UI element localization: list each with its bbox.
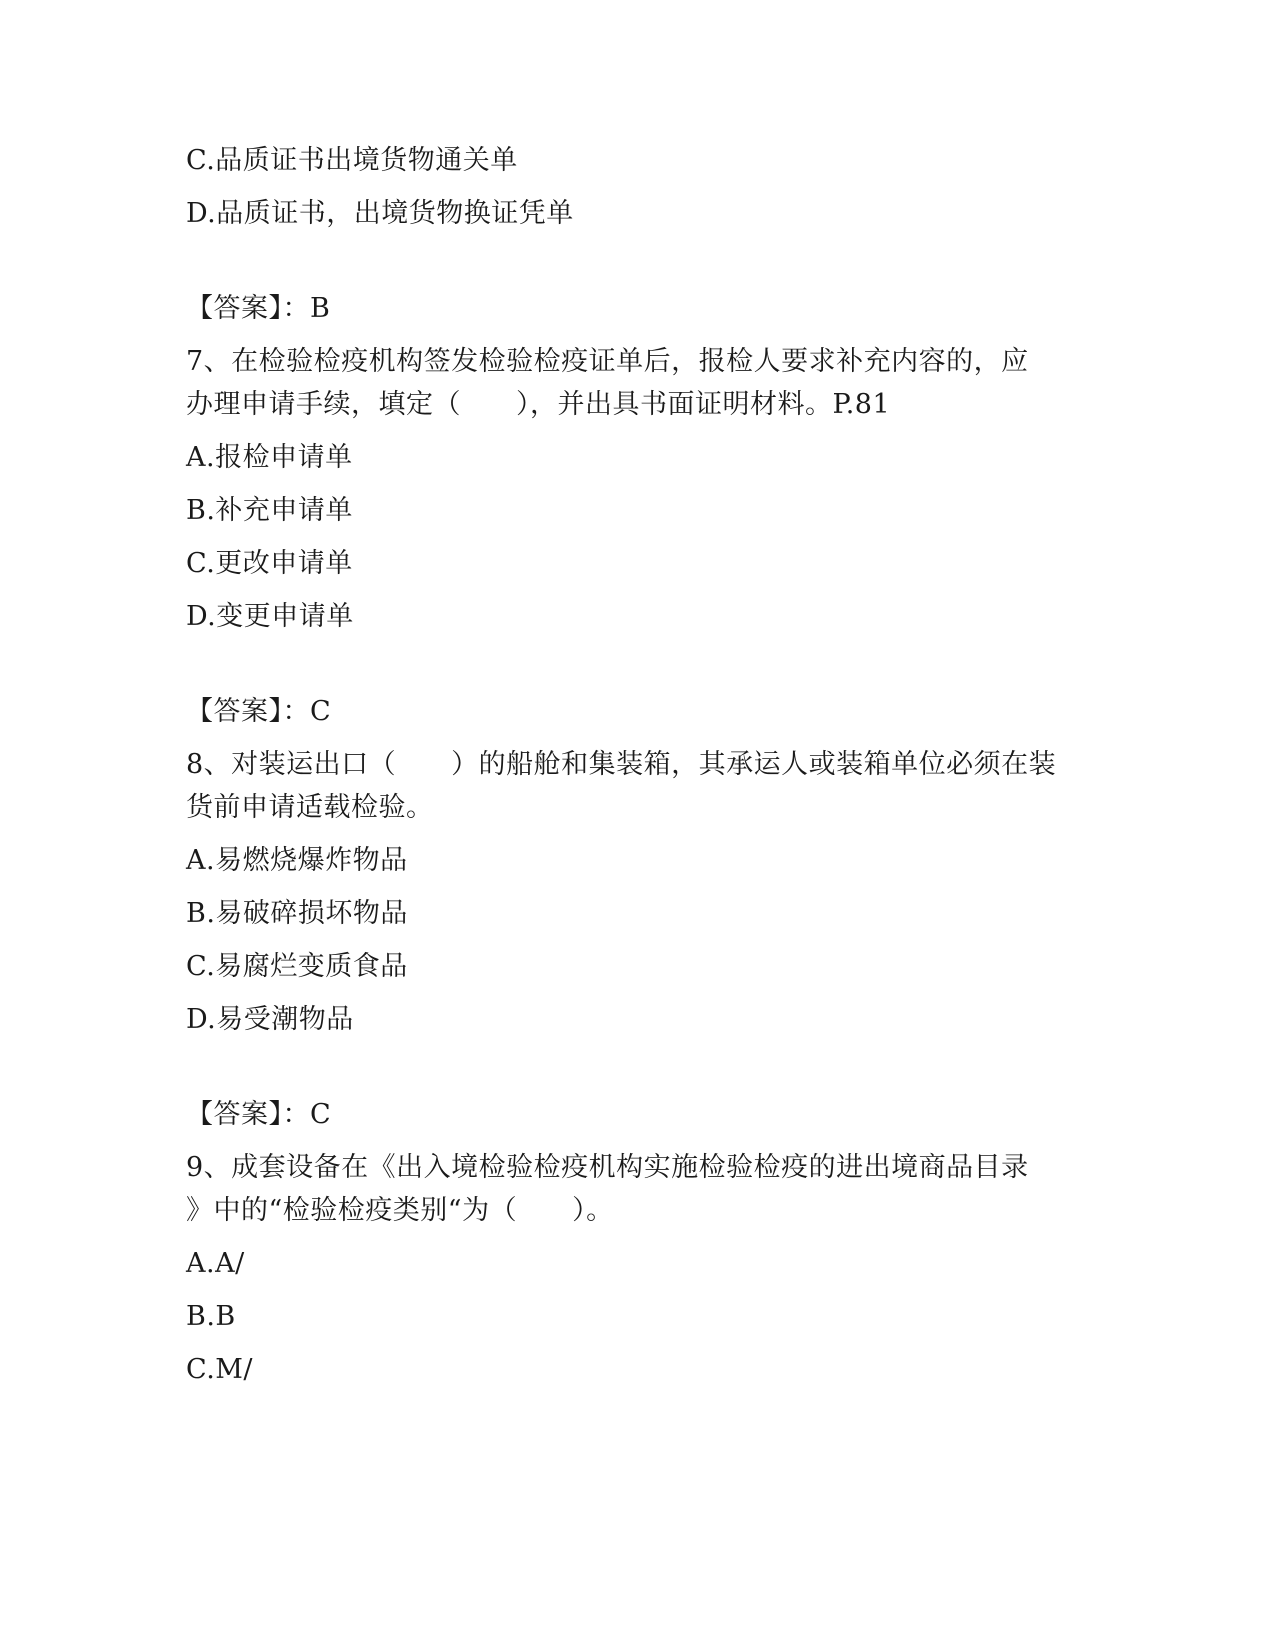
q6-answer: 【答案】：B: [186, 293, 331, 324]
q7-answer: 【答案】：C: [186, 696, 332, 727]
q8-option-c: C.易腐烂变质食品: [186, 951, 408, 982]
q8-option-a: A.易燃烧爆炸物品: [186, 845, 408, 876]
q6-option-d: D.品质证书，出境货物换证凭单: [186, 198, 574, 229]
q7-stem-line-2: 办理申请手续，填定（ ），并出具书面证明材料。P.81: [186, 389, 891, 420]
q8-option-b: B.易破碎损坏物品: [186, 898, 408, 929]
q9-stem-line-2: 》中的“检验检疫类别“为（ ）。: [186, 1195, 614, 1226]
q9-option-b: B.B: [186, 1301, 236, 1332]
q7-option-b: B.补充申请单: [186, 495, 353, 526]
q9-stem-line-1: 9、成套设备在《出入境检验检疫机构实施检验检疫的进出境商品目录: [186, 1152, 1029, 1183]
q7-option-d: D.变更申请单: [186, 601, 354, 632]
q9-option-a: A.A/: [186, 1248, 245, 1279]
q8-option-d: D.易受潮物品: [186, 1004, 354, 1035]
q7-option-a: A.报检申请单: [186, 442, 353, 473]
q7-stem-line-1: 7、在检验检疫机构签发检验检疫证单后，报检人要求补充内容的，应: [186, 346, 1029, 377]
q9-option-c: C.M/: [186, 1354, 254, 1385]
q8-answer: 【答案】：C: [186, 1099, 332, 1130]
q8-stem-line-1: 8、对装运出口（ ）的船舱和集装箱，其承运人或装箱单位必须在装: [186, 749, 1057, 780]
q8-stem-line-2: 货前申请适载检验。: [186, 792, 434, 823]
q7-option-c: C.更改申请单: [186, 548, 353, 579]
q6-option-c: C.品质证书出境货物通关单: [186, 145, 518, 176]
